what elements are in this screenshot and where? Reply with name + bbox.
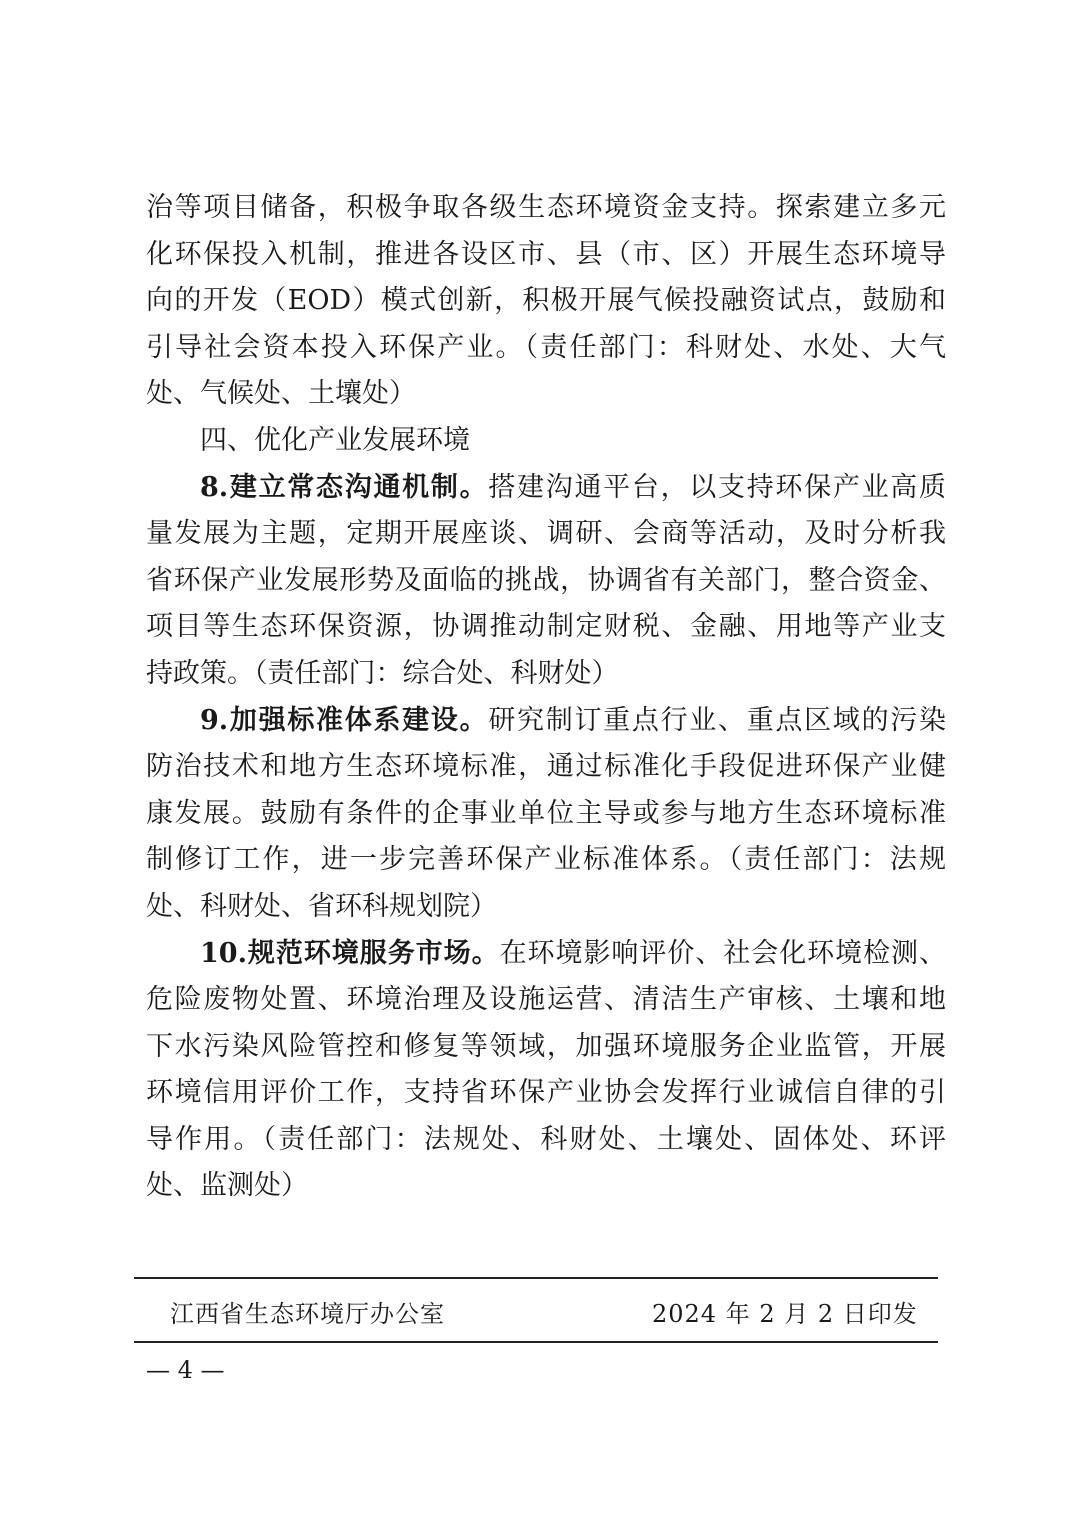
text-line: 环境信用评价工作，支持省环保产业协会发挥行业诚信自律的引 xyxy=(146,1077,946,1109)
item-10-title: 10.规范环境服务市场。 xyxy=(200,937,500,969)
text-line: 处、监测处） xyxy=(146,1170,308,1202)
text-line: 量发展为主题，定期开展座谈、调研、会商等活动，及时分析我 xyxy=(146,518,946,550)
item-8-first-line xyxy=(146,465,946,512)
text-line: 化环保投入机制，推进各设区市、县（市、区）开展生态环境导 xyxy=(146,238,946,270)
text-line: 治等项目储备，积极争取各级生态环境资金支持。探索建立多元 xyxy=(146,192,946,223)
section-heading: 四、优化产业发展环境 xyxy=(200,424,470,456)
item-9-text: 研究制订重点行业、重点区域的污染 xyxy=(488,704,946,736)
text-line: 持政策。（责任部门：综合处、科财处） xyxy=(146,657,619,689)
text-line: 项目等生态环保资源，协调推动制定财税、金融、用地等产业支 xyxy=(146,611,946,643)
item-8-text: 搭建沟通平台，以支持环保产业高质 xyxy=(488,471,946,503)
text-line: 康发展。鼓励有条件的企事业单位主导或参与地方生态环境标准 xyxy=(146,797,946,829)
text-line: 制修订工作，进一步完善环保产业标准体系。（责任部门：法规 xyxy=(146,844,946,876)
text-line: 防治技术和地方生态环境标准，通过标准化手段促进环保产业健 xyxy=(146,751,946,783)
item-10-first-line xyxy=(146,931,946,978)
text-line: 省环保产业发展形势及面临的挑战，协调省有关部门，整合资金、 xyxy=(146,564,946,596)
text-line: 下水污染风险管控和修复等领域，加强环境服务企业监管，开展 xyxy=(146,1030,946,1062)
page-number: — 4 — xyxy=(146,1356,225,1384)
item-9-first-line xyxy=(146,698,946,745)
item-9-title: 9.加强标准体系建设。 xyxy=(200,704,489,736)
text-line: 处、气候处、土壤处） xyxy=(146,378,416,410)
text-line: 处、科财处、省环科规划院） xyxy=(146,890,497,922)
document-body xyxy=(146,185,946,1210)
text-line: 危险废物处置、环境治理及设施运营、清洁生产审核、土壤和地 xyxy=(146,984,946,1016)
text-line: 导作用。（责任部门：法规处、科财处、土壤处、固体处、环评 xyxy=(146,1123,946,1155)
item-8-title: 8.建立常态沟通机制。 xyxy=(200,471,489,503)
issuer-name: 江西省生态环境厅办公室 xyxy=(170,1300,445,1328)
text-line: 向的开发（EOD）模式创新，积极开展气候投融资试点，鼓励和 xyxy=(146,285,946,317)
footer-top-rule xyxy=(134,1277,938,1279)
text-line: 引导社会资本投入环保产业。（责任部门：科财处、水处、大气 xyxy=(146,331,946,363)
item-10-text: 在环境影响评价、社会化环境检测、 xyxy=(499,937,947,969)
issue-date: 2024 年 2 月 2 日印发 xyxy=(652,1300,918,1328)
footer-bottom-rule xyxy=(134,1341,938,1343)
